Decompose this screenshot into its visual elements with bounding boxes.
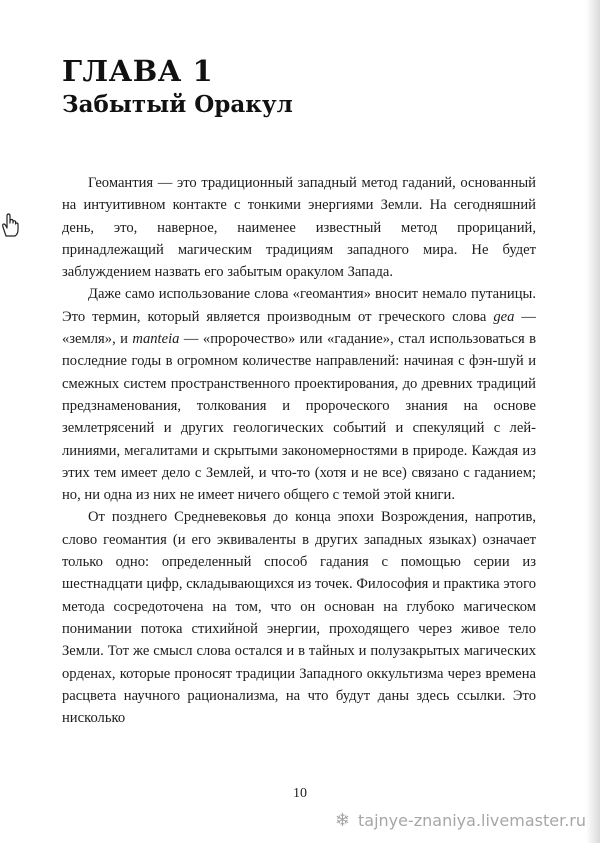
chapter-title: Забытый Оракул [62, 91, 293, 118]
paragraph-2-part-c: — «пророчество» или «гадание», стал использоваться в последние годы в огромном количестве направлений: начиная с фэн-шуй и смежных систем пространственного проектирования, до древних традиций предзнаменования, толкования и пророческого знания на основе землетрясений и других геологических событий и спекуляций с лей-линиями, мегалитами и скрытыми закономерностями в природе. Каждая из этих тем имеет дело с Землей, и что-то (хотя и не все) связано с гаданием; но, ни одна из них не имеет ничего общего с темой этой книги. [62, 331, 536, 504]
watermark-text: tajnye-znaniya.livemaster.ru [358, 811, 586, 830]
term-gea: gea [493, 308, 515, 325]
term-manteia: manteia [132, 331, 180, 348]
paragraph-2-part-a: Даже само использование слова «геомантия» вносит немало путаницы. Это термин, который является производным от греческого слова [62, 286, 536, 325]
snowflake-icon: ❄ [334, 810, 350, 831]
hand-cursor-icon [0, 212, 20, 238]
paragraph-1: Геомантия — это традиционный западный метод гаданий, основанный на интуитивном контакте с тонкими энергиями Земли. На сегодняшний день, это, наверное, наименее известный метод прорицаний, принадлежащий магическим традициям западного мира. Не будет заблуждением назвать его забытым оракулом Запада. [62, 175, 536, 281]
paragraph-2-part-b: — «земля», и [62, 308, 536, 348]
watermark [335, 810, 586, 831]
page-edge-shadow [586, 0, 600, 843]
page-number: 10 [293, 786, 307, 801]
paragraph-3: От позднего Средневековья до конца эпохи Возрождения, напротив, слово геомантия (и его эквиваленты в других западных языках) означает только одно: определенный способ гадания с помощью серии из шестнадцати цифр, складывающихся из точек. Философия и практика этого метода сосредоточена на том, что он основан на глубоко магическом понимании потока стихийной энергии, проходящего через живое тело Земли. Тот же смысл слова остался и в тайных и полузакрытых магических орденах, которые проносят традиции Западного оккультизма через времена расцвета научного рационализма, на что будут даны здесь ссылки. Это нисколько [62, 509, 536, 727]
chapter-number: ГЛАВА 1 [62, 54, 214, 88]
body-text [62, 172, 536, 729]
paragraph-2 [62, 283, 536, 506]
